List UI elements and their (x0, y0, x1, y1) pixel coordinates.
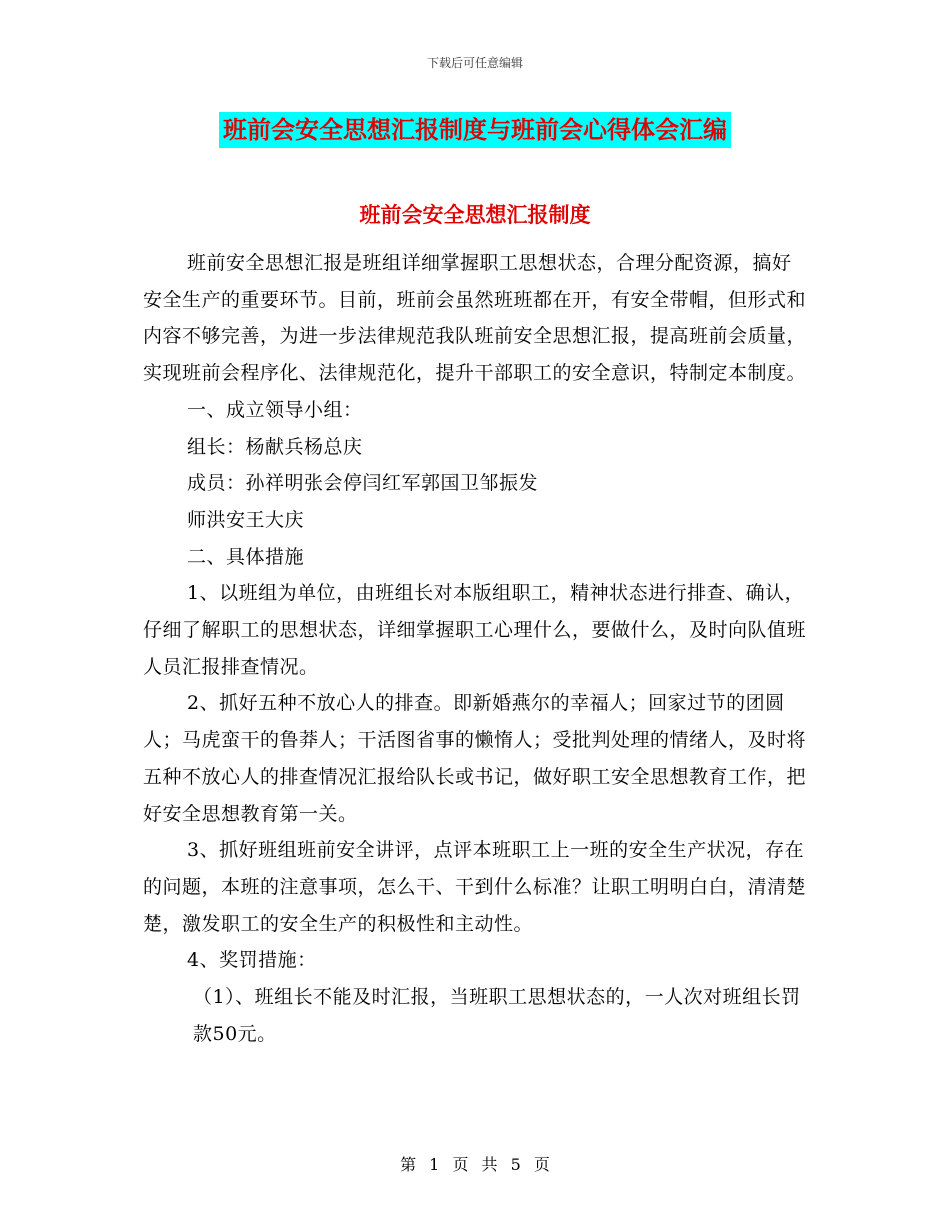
members-continued-line: 师洪安王大庆 (187, 508, 305, 531)
section-title: 班前会安全思想汇报制度 (359, 203, 591, 227)
document-body (143, 245, 808, 1052)
group-leader-line: 组长：杨献兵杨总庆 (187, 435, 363, 458)
members-line: 成员：孙祥明张会停闫红军郭国卫邹振发 (187, 472, 539, 495)
header-note: 下载后可任意编辑 (426, 56, 523, 70)
measure-3-paragraph: 3、抓好班组班前安全讲评，点评本班职工上一班的安全生产状况，存在的问题，本班的注意事项，怎么干、干到什么标准？让职工明明白白，清清楚楚，激发职工的安全生产的积极性和主动性。 (143, 839, 807, 935)
measure-2-paragraph: 2、抓好五种不放心人的排查。即新婚燕尔的幸福人；回家过节的团圆人；马虎蛮干的鲁莽人；干活图省事的懒惰人；受批判处理的情绪人，及时将五种不放心人的排查情况汇报给队长或书记，做好职工安全思想教育工作，把好安全思想教育第一关。 (143, 692, 807, 825)
page-footer: 第 1 页 共 5 页 (400, 1155, 550, 1174)
heading-leadership-group: 一、成立领导小组： (187, 398, 363, 421)
main-title: 班前会安全思想汇报制度与班前会心得体会汇编 (219, 112, 731, 148)
measure-1-paragraph: 1、以班组为单位，由班组长对本版组职工，精神状态进行排查、确认，仔细了解职工的思想状态，详细掌握职工心理什么，要做什么，及时向队值班人员汇报排查情况。 (143, 582, 807, 678)
intro-paragraph: 班前安全思想汇报是班组详细掌握职工思想状态，合理分配资源，搞好安全生产的重要环节。目前，班前会虽然班班都在开，有安全带帽，但形式和内容不够完善，为进一步法律规范我队班前安全思想汇报，提高班前会质量，实现班前会程序化、法律规范化，提升干部职工的安全意识，特制定本制度。 (143, 252, 807, 385)
measure-4-heading: 4、奖罚措施： (187, 949, 317, 972)
penalty-item-1: （1）、班组长不能及时汇报，当班职工思想状态的，一人次对班组长罚款50元。 (193, 986, 801, 1045)
heading-measures: 二、具体措施 (187, 545, 305, 568)
main-title-wrap (0, 112, 950, 148)
